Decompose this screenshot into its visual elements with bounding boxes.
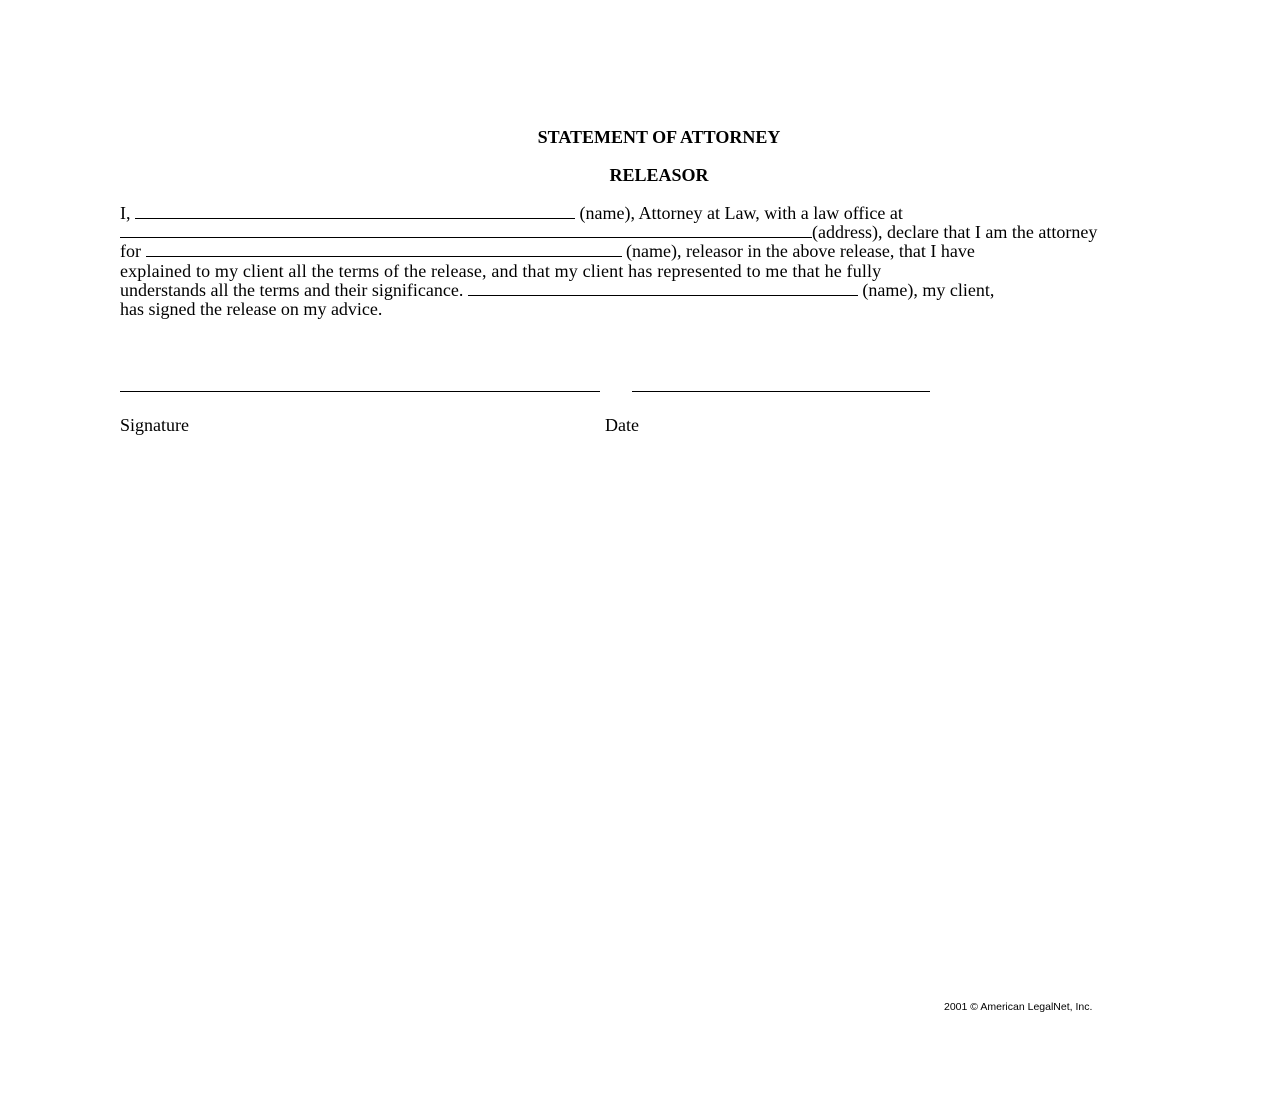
releasor-name-blank[interactable] [146,242,622,257]
body-line-4: explained to my client all the terms of the release, and that my client has represented to me that he fully [120,261,882,281]
body-line-6: has signed the release on my advice. [120,299,383,319]
text: (name), releasor in the above release, that I have [621,241,975,261]
text: (address), declare that I am the attorney [812,222,1098,242]
document-title: STATEMENT OF ATTORNEY [537,127,781,147]
body-line-3 [120,241,975,261]
client-name-blank[interactable] [468,281,858,296]
body-line-5 [120,280,994,300]
date-label: Date [605,415,639,435]
signature-label: Signature [120,415,189,435]
address-blank[interactable] [120,223,812,238]
body-line-1 [120,203,903,223]
body-line-2 [120,222,1097,242]
document-subtitle: RELEASOR [609,165,709,185]
attorney-name-blank[interactable] [135,204,575,219]
signature-line[interactable] [120,391,600,392]
copyright-footer: 2001 © American LegalNet, Inc. [944,1001,1093,1013]
text: (name), Attorney at Law, with a law office at [575,203,903,223]
text: (name), my client, [857,280,995,300]
text: I, [120,203,135,223]
text: for [120,241,146,261]
text: understands all the terms and their significance. [120,280,468,300]
date-line[interactable] [632,391,930,392]
